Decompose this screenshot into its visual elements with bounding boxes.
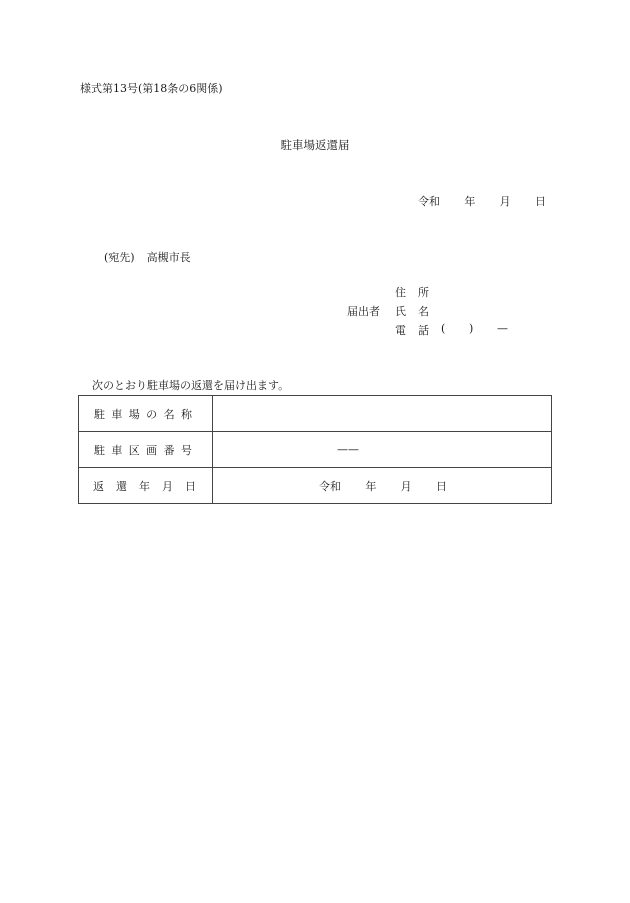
parking-space-number-field[interactable]: —— [213, 432, 552, 468]
date-day: 日 [534, 195, 546, 208]
table-row [79, 468, 552, 504]
date-month: 月 [499, 195, 511, 208]
parking-name-field[interactable] [213, 396, 552, 432]
document-title: 駐車場返還届 [280, 138, 350, 152]
phone-open-paren: ( [441, 322, 446, 335]
addressee [104, 249, 191, 265]
label-char: 駐 [94, 443, 105, 457]
label-char: 駐 [94, 407, 105, 421]
label-char: 画 [146, 443, 158, 457]
return-date-month: 月 [400, 479, 412, 493]
table-row [79, 396, 552, 432]
applicant-phone-row [347, 322, 547, 341]
applicant-block [347, 284, 547, 344]
label-char: 場 [128, 407, 140, 421]
return-date-field[interactable] [213, 468, 552, 504]
address-char-2: 所 [418, 286, 429, 299]
label-char: 還 [116, 479, 127, 493]
label-char: 月 [162, 479, 173, 493]
return-date-year: 年 [365, 479, 377, 493]
label-char: 号 [180, 443, 192, 457]
applicant-name-row [347, 303, 547, 322]
name-char-2: 名 [418, 305, 429, 318]
return-date-day: 日 [435, 479, 447, 493]
return-date-label [79, 468, 213, 504]
phone-char-2: 話 [418, 324, 429, 337]
label-char: 区 [128, 443, 140, 457]
addressee-prefix: (宛先) [104, 251, 135, 264]
label-char: 称 [180, 407, 192, 421]
parking-space-number-label [79, 432, 213, 468]
form-number-label: 様式第13号(第18条の6関係) [80, 82, 223, 95]
return-date-era: 令和 [319, 479, 341, 493]
label-char: 名 [163, 407, 175, 421]
addressee-name: 高槻市長 [146, 251, 191, 264]
label-char: 日 [185, 479, 196, 493]
label-char: の [146, 407, 158, 421]
applicant-group-label: 届出者 [347, 305, 380, 318]
table-row [79, 432, 552, 468]
phone-dash: — [497, 322, 508, 335]
parking-name-label [79, 396, 213, 432]
label-char: 返 [93, 479, 104, 493]
date-era: 令和 [418, 195, 440, 208]
submission-date [418, 193, 546, 209]
intro-text: 次のとおり駐車場の返還を届け出ます。 [92, 379, 290, 392]
phone-close-paren: ) [469, 322, 474, 335]
return-details-table [78, 395, 552, 504]
label-char: 車 [111, 443, 123, 457]
applicant-address-row [347, 284, 547, 303]
date-year: 年 [464, 195, 476, 208]
label-char: 車 [111, 407, 123, 421]
label-char: 番 [163, 443, 175, 457]
phone-char-1: 電 [395, 324, 406, 337]
label-char: 年 [139, 479, 150, 493]
name-char-1: 氏 [395, 305, 406, 318]
address-char-1: 住 [395, 286, 406, 299]
